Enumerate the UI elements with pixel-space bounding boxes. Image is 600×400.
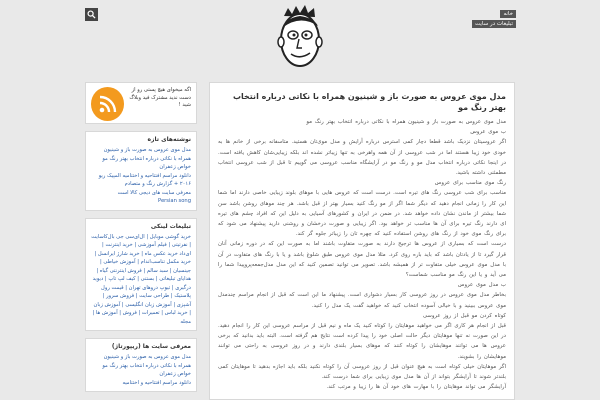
site-logo[interactable]: [262, 2, 338, 78]
post-paragraph: بخاطر مدل موی عروس در روز عروسی کار بسیار دشواری است. پیشنهاد ما این است که قبل از انجام مراسم چندمدل موی عروس ببینید و با خیالی آسوده انتخاب کنید که خواهید گفت یک مدل را کنید.: [218, 292, 506, 309]
widget-title: معرفی سایت ها (ریپورتاژ): [111, 343, 191, 350]
widget-title: تبلیغات لینکی: [150, 222, 191, 230]
post-paragraph: درست است که بسیاری از عروس ها ترجیح دارند به صورت متفاوت باشند اما به صورت این که در دوره زمانی آنان قرار گیرد تا از یادتان باشد که باید باره روی کرد. مثلا مدل موی عروس طبق شلوغ باشد و یا با رنگ های متفاوت در آن با مدل موی عروس خیلی متفاوت تر از همیشه باشد. تصویر می توانید تصمین کنید که این مدل مدل‌جمعه‌پروپیدا شما را می آید و یا این رنگ مو مناسب شماست؟: [218, 241, 506, 279]
recent-post-link[interactable]: Persian song: [158, 198, 191, 204]
post-title[interactable]: مدل موی عروس به صورت باز و شینیون همراه با نکاتی درباره انتخاب بهتر رنگ مو: [232, 92, 506, 112]
cartoon-face-logo-icon: [262, 2, 338, 78]
list-item: [91, 163, 191, 172]
post-paragraph: آرایشگر می تواند موهایتان را با مهارت های خود آن ها را زیبا و مرتب کند.: [326, 384, 506, 391]
post-paragraph: رنگ موی مناسب برای عروس: [434, 180, 506, 187]
sponsored-link[interactable]: خواص زعفران: [159, 371, 191, 377]
sponsored-sites-widget: [85, 338, 197, 392]
rss-text: اگه میخوای هیچ پستی رو از دست ندید مشترک فید وبلاگ شید !: [129, 87, 191, 108]
post-paragraph: کوتاه کردن مو قبل از روز عروسی: [422, 312, 506, 319]
rss-widget: [85, 82, 197, 124]
list-item: [91, 353, 191, 370]
post-paragraph: ب مدل موی عروس: [457, 282, 506, 289]
link-ads-widget: [85, 218, 197, 332]
post-paragraph: اگر عروسیتان نزدیک باشد قطعا دچار کمی استرس درباره آرایش و مدل موی‌تان هستید. متاسفانه برخی از خانم ها به خودی خود زیبا هستند اما در شب عروسی از آن همه واهرخی به تنها زیبا‌تر نشده اند بلکه زیبایی‌شان کاهش یافته است. در اینجا نکاتی درباره انتخاب مدل مو و رنگ مو در آرایشگاه مناسب عروسی می گوییم تا قبل از شب عروسی انتخاب مطمئنی داشته باشید.: [218, 139, 506, 177]
sponsored-link[interactable]: دانلود مراسم افتتاحیه و اختتامیه: [122, 379, 191, 386]
top-navigation: [472, 10, 516, 30]
search-button[interactable]: [85, 8, 98, 21]
list-item: [91, 370, 191, 379]
rss-feed-button[interactable]: [91, 87, 124, 121]
sidebar: [85, 82, 197, 400]
list-item: [91, 189, 191, 198]
rss-icon: [98, 94, 118, 114]
list-item: [91, 379, 191, 388]
list-item: [91, 146, 191, 163]
recent-post-link[interactable]: خواص زعفران: [159, 164, 191, 170]
list-item: [91, 172, 191, 189]
post-paragraph: اگر موهایتان خیلی کوتاه است به هیچ عنوان قبل از روز عروسی آن را کوتاه نکنید بلکه باید اجازه بدهید تا موهایتان کمی بلندتر شوند تا آرایشگر بتواند از آن ها مدل موی زیبایی برای شما درست کند.: [218, 363, 506, 381]
recent-posts-widget: [85, 131, 197, 211]
list-item: [91, 197, 191, 206]
nav-home[interactable]: خانه: [500, 10, 516, 18]
search-icon: [87, 10, 96, 19]
post-paragraph: قبل از انجام هر کاری اگر می خواهید موهایتان را کوتاه کنید یک ماه و نیم قبل از مراسم عروسی این کار را انجام دهید. در این صورت نه تنها موهایتان دیگر حالت اصلی خود را پیدا کرده است نتایج هم گرفته است. البته باید بدانید که برخی عروس ها می توانند موهایشان را کوتاه کنند که موهای بسیار بلندی دارند و در روز عروسی به راحتی می توانند موهایشان را بشویند.: [218, 323, 506, 360]
post-paragraph: مدل موی عروس به صورت باز و شینیون همراه با نکاتی درباره انتخاب بهتر رنگ مو: [306, 119, 506, 125]
post-paragraph: مناسب برای شب عروسی رنگ های تیره است. درست است که عروس هایی با موهای بلوند زیبایی خاصی دارند اما شما این کار را زمانی انجام دهید که دیگر شما اگر از مو رنگ کنید بسیار بهتر از قبل باشد. هر چند موهای روشن باشد سن شما بیشتر از ماندن نشان داده خواهد شد. در ضمن در ایران و کشورهای آسیایی به دلیل این که افراد چشم های تیره ای دارند رنگ تیره برای آن ها مناسب تر خواهد بود. اگر زیبایی و صورت درخشان و روشنی دارید پیشنهاد می شود که برای رنگ موی خود از رنگ های روشن استفاده کنید که چهره تان را زیباتر جلوه گر کند.: [218, 190, 506, 238]
post-paragraph: ب موی عروس: [470, 129, 506, 136]
recent-post-link[interactable]: دانلود مراسم افتتاحیه و اختتامیه المپیک ریو ۲۰۱۶ + گزارش رنگ و متصادم: [98, 172, 191, 187]
post-body: [218, 117, 506, 392]
ad-links[interactable]: خرید گوشی موبایل | ال‌ای‌سی جی بال‌کاسایت | نفرتیتی | فیلم آموزشی | خرید اینترنت | ای‌داد خرید عکس ماه | خرید شارژ ایرانسل | خرید مکمل تناسب‌اندام | آموزش خیاطی | جینسیان | سبد سالم | فروش اینترنتی گیاه | هدایای تبلیغاتی | بستنی | کیف لپ تاپ | دیوید درگیری | تیوپ دروهای تهران | قیمت رول پلاستیک | طراحی سایت | فروش سرور | آشپزی | آموزش زبان انگلیسی | آموزش زبان | خرید لباس | تعمیرات | فروش | آموزش ها | مجله: [91, 233, 191, 325]
recent-post-link[interactable]: مدل موی عروس به صورت باز و شینیون همراه با نکاتی درباره انتخاب بهتر رنگ مو: [102, 147, 191, 162]
widget-title: نوشته‌های تازه: [147, 136, 191, 143]
sponsored-link[interactable]: مدل موی عروس به صورت باز و شینیون همراه با نکاتی درباره انتخاب بهتر رنگ مو: [102, 354, 191, 369]
main-content: [209, 82, 515, 400]
nav-advertising[interactable]: تبلیغات در سایت: [472, 20, 516, 28]
recent-post-link[interactable]: معرفی سایت های دیجی کالا است: [117, 189, 191, 196]
